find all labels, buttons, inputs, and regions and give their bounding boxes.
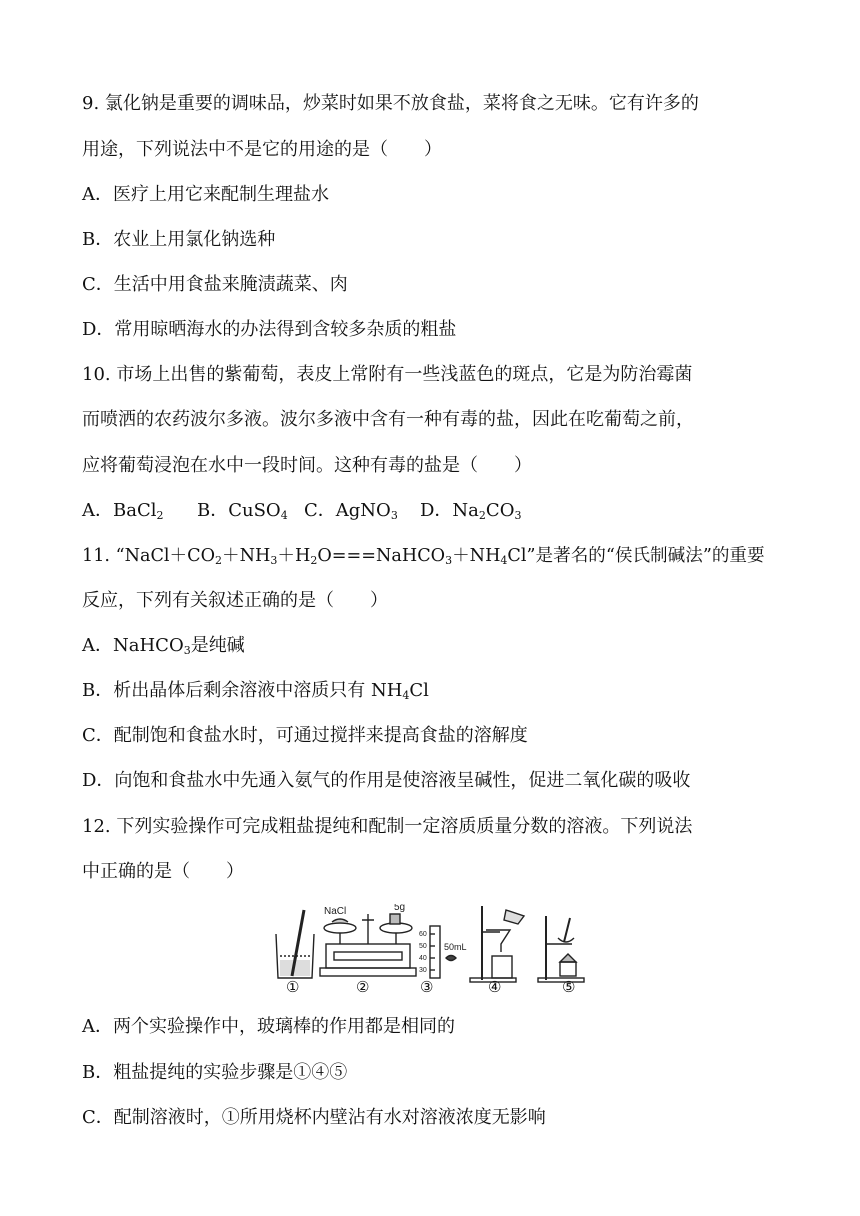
q11-stem-line2: 反应，下列有关叙述正确的是（ ）: [82, 590, 388, 611]
q10-option-b: B．CuSO$_4$: [197, 500, 288, 522]
q9-option-a: A．医疗上用它来配制生理盐水: [82, 184, 329, 205]
cylinder-volume-note: 50mL: [444, 942, 467, 952]
figure-label-3: ③: [420, 978, 434, 996]
q11-option-b: B．析出晶体后剩余溶液中溶质只有 $NH_4Cl$: [82, 680, 429, 702]
figure-label-2: ②: [356, 978, 370, 996]
q12-option-b: B．粗盐提纯的实验步骤是①④⑤: [82, 1062, 348, 1083]
weight-label: 5g: [394, 904, 406, 913]
q9-option-b: B．农业上用氯化钠选种: [82, 229, 276, 250]
lab-apparatus-figure: [270, 904, 590, 1004]
q11-option-c: C．配制饱和食盐水时，可通过搅拌来提高食盐的溶解度: [82, 725, 528, 746]
figure-label-5: ⑤: [562, 978, 576, 996]
cylinder-tick-30: 30: [419, 967, 427, 974]
q10-option-d: D．$Na_2CO_3$: [420, 500, 522, 522]
q12-option-a: A．两个实验操作中，玻璃棒的作用都是相同的: [82, 1016, 455, 1037]
figure-label-4: ④: [488, 978, 502, 996]
q11-stem-line1: 11. “$NaCl+CO_2+NH_3+H_2O===NaHCO_3+NH_4Cl$”是著名的“侯氏制碱法”的重要: [82, 546, 765, 567]
q10-option-c: C．AgNO$_3$: [304, 500, 398, 522]
q10-options: [82, 499, 521, 528]
q11-option-a: A．NaHCO$_3$是纯碱: [82, 635, 245, 657]
cylinder-tick-40: 40: [419, 955, 427, 962]
evaporation-illustration: [538, 916, 584, 982]
cylinder-tick-60: 60: [419, 931, 427, 938]
balance-scale-illustration: [320, 904, 416, 976]
q10-stem-line1: 10. 市场上出售的紫葡萄，表皮上常附有一些浅蓝色的斑点，它是为防治霉菌: [82, 364, 693, 385]
nacl-label: NaCl: [324, 906, 347, 917]
q10-stem-line2: 而喷洒的农药波尔多液。波尔多液中含有一种有毒的盐，因此在吃葡萄之前，: [82, 409, 694, 430]
q9-option-c: C．生活中用食盐来腌渍蔬菜、肉: [82, 274, 348, 295]
filtration-illustration: [470, 906, 524, 982]
q10-stem-line3: 应将葡萄浸泡在水中一段时间。这种有毒的盐是（ ）: [82, 455, 532, 476]
q9-stem-line1: 9. 氯化钠是重要的调味品，炒菜时如果不放食盐，菜将食之无味。它有许多的: [82, 93, 699, 114]
q9-stem-line2: 用途，下列说法中不是它的用途的是（ ）: [82, 139, 442, 160]
q12-stem-line1: 12. 下列实验操作可完成粗盐提纯和配制一定溶质质量分数的溶液。下列说法: [82, 816, 693, 837]
q12-stem-line2: 中正确的是（ ）: [82, 861, 244, 882]
q11-option-d: D．向饱和食盐水中先通入氨气的作用是使溶液呈碱性，促进二氧化碳的吸收: [82, 770, 691, 791]
cylinder-tick-50: 50: [419, 943, 427, 950]
q9-option-d: D．常用晾晒海水的办法得到含较多杂质的粗盐: [82, 319, 457, 340]
beaker-stirring-illustration: [276, 910, 314, 978]
cylinder-reading-illustration: [419, 926, 467, 978]
figure-label-1: ①: [286, 978, 300, 996]
q12-option-c: C．配制溶液时，①所用烧杯内壁沾有水对溶液浓度无影响: [82, 1107, 546, 1128]
q10-option-a: A．BaCl$_2$: [82, 500, 164, 522]
